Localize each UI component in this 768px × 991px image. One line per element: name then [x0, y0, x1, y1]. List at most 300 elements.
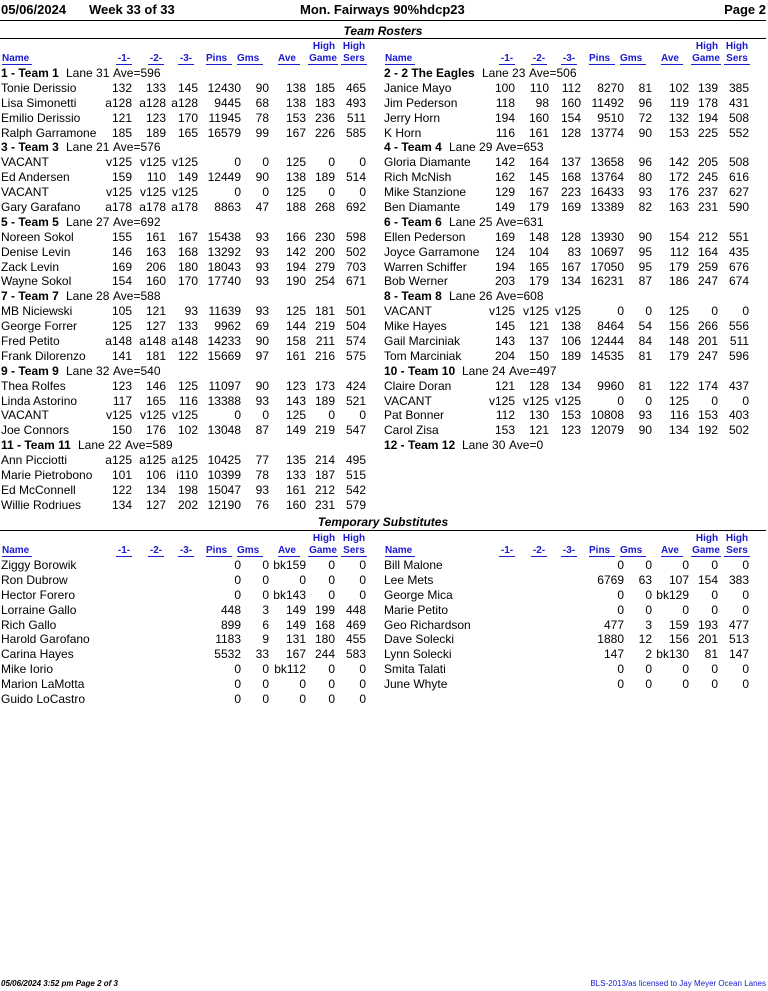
- bowler-gms: 72: [638, 110, 652, 125]
- bowler-name: Lee Mets: [384, 572, 434, 587]
- bowler-gms: 95: [638, 244, 652, 259]
- bowler-hg: 244: [314, 647, 335, 662]
- bowler-g2: v125: [139, 185, 166, 200]
- team-lane: Lane 22: [78, 438, 122, 453]
- team-title: 5 - Team 5: [1, 214, 59, 229]
- col-high-game-header: Game: [309, 53, 337, 64]
- bowler-pins: 0: [234, 408, 241, 423]
- bowler-g3: 83: [567, 244, 581, 259]
- bowler-row: [0, 96, 382, 111]
- bowler-ave: 125: [668, 304, 689, 319]
- col-game1-header: -1-: [117, 545, 131, 556]
- bowler-hg: 178: [697, 95, 718, 110]
- bowler-gms: 69: [255, 319, 269, 334]
- bowler-g1: 121: [494, 378, 515, 393]
- bowler-hs: 0: [742, 393, 749, 408]
- bowler-ave: 131: [285, 632, 306, 647]
- bowler-g3: 198: [177, 482, 198, 497]
- bowler-hg: 205: [697, 155, 718, 170]
- bowler-name: VACANT: [1, 155, 49, 170]
- bowler-ave: 166: [285, 229, 306, 244]
- bowler-pins: 11492: [591, 95, 624, 110]
- bowler-g1: 154: [111, 274, 132, 289]
- bowler-g2: 133: [145, 80, 166, 95]
- bowler-pins: 5532: [214, 647, 241, 662]
- bowler-ave: 161: [285, 348, 306, 363]
- bowler-gms: 90: [638, 229, 652, 244]
- bowler-g1: a178: [105, 200, 132, 215]
- subs-left-column: [0, 532, 382, 707]
- bowler-pins: 10697: [590, 244, 624, 259]
- bowler-pins: 147: [603, 647, 624, 662]
- bowler-hg: 230: [314, 229, 335, 244]
- bowler-hg: 231: [314, 497, 335, 512]
- bowler-ave: 0: [682, 662, 689, 677]
- bowler-hs: 469: [345, 617, 366, 632]
- bowler-hg: 245: [697, 170, 718, 185]
- bowler-g2: v125: [522, 304, 549, 319]
- bowler-row: [383, 185, 765, 200]
- bowler-gms: 81: [638, 378, 652, 393]
- bowler-ave: 112: [669, 244, 689, 259]
- bowler-pins: 15047: [207, 482, 241, 497]
- bowler-name: VACANT: [384, 393, 432, 408]
- bowler-g1: 204: [494, 348, 515, 363]
- bowler-hs: 551: [728, 229, 749, 244]
- bowler-gms: 96: [638, 155, 652, 170]
- bowler-g2: 106: [145, 468, 166, 483]
- column-header: [383, 40, 765, 66]
- bowler-row: [0, 423, 382, 438]
- bowler-gms: 0: [262, 587, 269, 602]
- bowler-name: Pat Bonner: [384, 408, 445, 423]
- bowler-g3: 93: [184, 304, 198, 319]
- bowler-row: [0, 632, 382, 647]
- team-header: [0, 66, 382, 81]
- bowler-g3: 202: [177, 497, 198, 512]
- bowler-hs: 383: [728, 572, 749, 587]
- bowler-hg: 236: [314, 110, 335, 125]
- team-header: [383, 438, 765, 453]
- bowler-row: [0, 170, 382, 185]
- bowler-gms: 90: [638, 423, 652, 438]
- bowler-hg: 173: [314, 378, 335, 393]
- bowler-g3: v125: [554, 393, 581, 408]
- bowler-hs: 0: [742, 304, 749, 319]
- bowler-g2: 206: [145, 259, 166, 274]
- bowler-hs: 0: [359, 572, 366, 587]
- team-header: [383, 140, 765, 155]
- bowler-hs: 542: [345, 482, 366, 497]
- col-high-game-top: High: [312, 41, 336, 52]
- bowler-g2: a148: [139, 334, 166, 349]
- bowler-gms: 93: [638, 408, 652, 423]
- col-game1-header: -1-: [117, 53, 131, 64]
- bowler-g3: 128: [560, 229, 581, 244]
- bowler-pins: 477: [603, 617, 624, 632]
- bowler-gms: 93: [255, 259, 269, 274]
- bowler-hs: 502: [728, 423, 749, 438]
- bowler-g3: 134: [560, 274, 581, 289]
- bowler-ave: bk129: [656, 587, 689, 602]
- bowler-ave: 107: [668, 572, 689, 587]
- bowler-ave: 156: [668, 319, 689, 334]
- bowler-gms: 78: [255, 110, 269, 125]
- bowler-pins: 0: [617, 558, 624, 572]
- bowler-pins: 1183: [215, 632, 241, 647]
- bowler-g3: 128: [560, 125, 581, 140]
- bowler-g3: v125: [171, 155, 198, 170]
- bowler-hs: 431: [728, 95, 749, 110]
- bowler-hs: 0: [742, 558, 749, 572]
- col-name-header: Name: [2, 53, 32, 65]
- bowler-g1: 146: [111, 244, 132, 259]
- page-number: Page 2: [724, 2, 766, 17]
- bowler-row: [0, 603, 382, 618]
- bowler-g3: 165: [177, 125, 198, 140]
- bowler-hs: 511: [729, 334, 749, 349]
- bowler-g3: 167: [560, 259, 581, 274]
- bowler-pins: 0: [617, 393, 624, 408]
- bowler-ave: 154: [668, 229, 689, 244]
- bowler-name: Tom Marciniak: [384, 348, 462, 363]
- bowler-hg: 259: [697, 259, 718, 274]
- bowler-name: Mike Iorio: [1, 662, 54, 677]
- bowler-name: Ron Dubrow: [1, 572, 68, 587]
- team-title: 4 - Team 4: [384, 140, 442, 155]
- bowler-hs: 0: [359, 692, 366, 707]
- bowler-hg: 214: [314, 453, 335, 468]
- bowler-g3: a178: [171, 200, 198, 215]
- team-title: 8 - Team 8: [384, 289, 442, 304]
- bowler-hs: 504: [345, 319, 366, 334]
- bowler-hg: 193: [697, 617, 718, 632]
- bowler-row: [0, 319, 382, 334]
- bowler-ave: 161: [285, 482, 306, 497]
- col-high-game-header: Game: [692, 53, 720, 64]
- bowler-ave: 159: [668, 617, 689, 632]
- bowler-gms: 93: [255, 229, 269, 244]
- bowler-g1: 134: [111, 497, 132, 512]
- bowler-row: [383, 349, 765, 364]
- bowler-gms: 76: [255, 497, 269, 512]
- bowler-hs: 0: [359, 662, 366, 677]
- bowler-ave: 138: [285, 80, 306, 95]
- bowler-g2: 127: [145, 497, 166, 512]
- bowler-hs: 0: [742, 602, 749, 617]
- team-title: 1 - Team 1: [1, 66, 59, 80]
- bowler-row: [383, 304, 765, 319]
- bowler-name: Bob Werner: [384, 274, 448, 289]
- bowler-pins: 13930: [590, 229, 624, 244]
- bowler-g2: 163: [145, 244, 166, 259]
- bowler-hg: 0: [711, 587, 718, 602]
- bowler-hg: 81: [704, 647, 718, 662]
- bowler-hg: 0: [328, 692, 335, 707]
- bowler-hs: 501: [345, 304, 366, 319]
- report-date: 05/06/2024: [1, 2, 67, 17]
- bowler-hg: 266: [697, 319, 718, 334]
- team-average: Ave=0: [509, 438, 544, 453]
- bowler-row: [383, 573, 765, 588]
- bowler-g3: 170: [177, 274, 198, 289]
- subs-rule: [0, 530, 766, 531]
- team-lane: Lane 31: [66, 66, 110, 80]
- bowler-ave: 102: [668, 80, 689, 95]
- team-average: Ave=589: [125, 438, 173, 453]
- bowler-ave: 160: [285, 497, 306, 512]
- bowler-row: [0, 453, 382, 468]
- bowler-g1: 203: [494, 274, 515, 289]
- col-ave-header: Ave: [278, 53, 300, 65]
- bowler-gms: 0: [645, 558, 652, 572]
- bowler-g2: 160: [145, 274, 166, 289]
- bowler-g2: 161: [528, 125, 549, 140]
- bowler-g1: v125: [105, 185, 132, 200]
- bowler-row: [0, 677, 382, 692]
- bowler-row: [383, 260, 765, 275]
- bowler-g3: 167: [177, 229, 198, 244]
- bowler-pins: 0: [234, 692, 241, 707]
- col-high-sers-top: High: [342, 41, 366, 52]
- bowler-name: Joyce Garramone: [384, 244, 480, 259]
- bowler-gms: 68: [255, 95, 269, 110]
- bowler-g2: 150: [528, 348, 549, 363]
- bowler-g2: a125: [139, 453, 166, 468]
- bowler-name: Fred Petito: [1, 334, 60, 349]
- bowler-pins: 0: [617, 662, 624, 677]
- column-header: [0, 40, 382, 66]
- col-gms-header: Gms: [620, 545, 646, 557]
- bowler-pins: 17740: [207, 274, 241, 289]
- bowler-hg: 219: [314, 319, 335, 334]
- bowler-row: [0, 573, 382, 588]
- bowler-hg: 0: [328, 185, 335, 200]
- bowler-hg: 0: [328, 677, 335, 692]
- bowler-ave: 119: [669, 95, 689, 110]
- bowler-g3: 116: [178, 393, 198, 408]
- bowler-gms: 99: [255, 125, 269, 140]
- col-ave-header: Ave: [661, 53, 683, 65]
- bowler-ave: 116: [669, 408, 689, 423]
- bowler-row: [383, 632, 765, 647]
- bowler-ave: 186: [668, 274, 689, 289]
- col-gms-header: Gms: [237, 545, 263, 557]
- bowler-g2: 104: [528, 244, 549, 259]
- bowler-pins: 15669: [207, 348, 241, 363]
- bowler-row: [0, 185, 382, 200]
- rosters-right-column: [383, 40, 765, 453]
- bowler-ave: 125: [285, 304, 306, 319]
- bowler-g1: a125: [105, 453, 132, 468]
- bowler-hs: 0: [359, 185, 366, 200]
- bowler-row: [0, 126, 382, 141]
- bowler-pins: 8270: [597, 80, 624, 95]
- bowler-hg: 225: [697, 125, 718, 140]
- team-header: [0, 215, 382, 230]
- bowler-name: Mike Hayes: [384, 319, 447, 334]
- team-title: 11 - Team 11: [1, 438, 71, 453]
- bowler-g1: 162: [494, 170, 515, 185]
- bowler-hs: 0: [359, 558, 366, 572]
- bowler-hs: 515: [345, 468, 366, 483]
- team-average: Ave=588: [113, 289, 161, 304]
- bowler-hg: 154: [697, 572, 718, 587]
- bowler-pins: 13292: [207, 244, 241, 259]
- bowler-pins: 11639: [208, 304, 241, 319]
- bowler-row: [383, 677, 765, 692]
- bowler-ave: 0: [299, 677, 306, 692]
- col-game1-header: -1-: [500, 545, 514, 556]
- team-header: [0, 140, 382, 155]
- bowler-gms: 12: [638, 632, 652, 647]
- bowler-ave: 132: [668, 110, 689, 125]
- bowler-hg: 139: [697, 80, 718, 95]
- bowler-gms: 90: [255, 334, 269, 349]
- bowler-g2: 167: [528, 185, 549, 200]
- bowler-hs: 583: [345, 647, 366, 662]
- bowler-row: [0, 274, 382, 289]
- bowler-hg: 180: [314, 632, 335, 647]
- bowler-ave: 149: [285, 602, 306, 617]
- bowler-row: [0, 200, 382, 215]
- team-header: [0, 438, 382, 453]
- bowler-g2: 110: [529, 80, 549, 95]
- bowler-g2: 161: [145, 229, 166, 244]
- col-high-sers-header: Sers: [341, 53, 367, 65]
- bowler-row: [0, 230, 382, 245]
- bowler-ave: 172: [668, 170, 689, 185]
- bowler-hg: 0: [328, 155, 335, 170]
- bowler-g1: 145: [494, 319, 515, 334]
- bowler-hg: 194: [697, 110, 718, 125]
- bowler-row: [0, 588, 382, 603]
- team-lane: Lane 29: [449, 140, 493, 155]
- col-ave-header: Ave: [661, 545, 683, 557]
- bowler-hg: 0: [711, 677, 718, 692]
- team-lane: Lane 30: [462, 438, 506, 453]
- bowler-pins: 448: [220, 602, 241, 617]
- team-lane: Lane 25: [449, 214, 493, 229]
- bowler-row: [0, 349, 382, 364]
- bowler-hs: 435: [728, 244, 749, 259]
- bowler-g2: v125: [522, 393, 549, 408]
- bowler-hg: 279: [314, 259, 335, 274]
- bowler-hs: 0: [359, 677, 366, 692]
- bowler-hs: 579: [345, 497, 366, 512]
- bowler-gms: 93: [255, 393, 269, 408]
- header-rule: [0, 20, 766, 21]
- bowler-ave: 122: [668, 378, 689, 393]
- bowler-name: Linda Astorino: [1, 393, 78, 408]
- bowler-g3: 180: [177, 259, 198, 274]
- bowler-gms: 0: [645, 393, 652, 408]
- bowler-name: Ziggy Borowik: [1, 558, 77, 572]
- team-lane: Lane 26: [449, 289, 493, 304]
- bowler-pins: 17050: [590, 259, 624, 274]
- bowler-gms: 0: [645, 304, 652, 319]
- col-pins-header: Pins: [206, 53, 232, 65]
- bowler-gms: 93: [255, 304, 269, 319]
- bowler-pins: 16433: [590, 185, 624, 200]
- bowler-name: Ben Diamante: [384, 200, 461, 215]
- bowler-hs: 403: [728, 408, 749, 423]
- bowler-name: Zack Levin: [1, 259, 60, 274]
- bowler-pins: 16579: [207, 125, 241, 140]
- bowler-g2: 165: [528, 259, 549, 274]
- bowler-hg: 0: [328, 587, 335, 602]
- bowler-g2: 137: [528, 334, 549, 349]
- bowler-hs: 616: [728, 170, 749, 185]
- rosters-section-title: Team Rosters: [343, 24, 423, 38]
- bowler-name: Ralph Garramone: [1, 125, 97, 140]
- bowler-g1: 100: [494, 80, 515, 95]
- col-high-sers-top: High: [725, 41, 749, 52]
- bowler-row: [383, 647, 765, 662]
- team-title: 12 - Team 12: [384, 438, 456, 453]
- bowler-ave: 125: [668, 393, 689, 408]
- bowler-row: [0, 334, 382, 349]
- bowler-gms: 0: [262, 155, 269, 170]
- bowler-pins: 10808: [590, 408, 624, 423]
- bowler-hg: 183: [314, 95, 335, 110]
- bowler-name: Wayne Sokol: [1, 274, 72, 289]
- bowler-name: VACANT: [1, 408, 49, 423]
- bowler-ave: bk112: [274, 662, 306, 677]
- bowler-g2: 179: [528, 274, 549, 289]
- bowler-ave: 125: [285, 155, 306, 170]
- bowler-pins: 10425: [207, 453, 241, 468]
- bowler-g3: 138: [560, 319, 581, 334]
- bowler-gms: 90: [255, 170, 269, 185]
- bowler-ave: 179: [668, 259, 689, 274]
- bowler-ave: 125: [285, 408, 306, 423]
- bowler-hs: 511: [346, 110, 366, 125]
- bowler-name: George Mica: [384, 587, 453, 602]
- bowler-pins: 0: [234, 185, 241, 200]
- bowler-hg: 268: [314, 200, 335, 215]
- bowler-ave: 153: [668, 125, 689, 140]
- bowler-g2: 123: [145, 110, 166, 125]
- bowler-hs: 0: [359, 408, 366, 423]
- bowler-row: [383, 200, 765, 215]
- bowler-hg: 199: [314, 602, 335, 617]
- bowler-name: Janice Mayo: [384, 80, 452, 95]
- bowler-hs: 495: [345, 453, 366, 468]
- bowler-name: Marie Pietrobono: [1, 468, 93, 483]
- bowler-row: [383, 170, 765, 185]
- bowler-row: [0, 618, 382, 633]
- team-lane: Lane 24: [462, 363, 506, 378]
- bowler-g3: v125: [171, 185, 198, 200]
- team-lane: Lane 23: [482, 66, 526, 80]
- footer-timestamp: 05/06/2024 3:52 pm Page 2 of 3: [1, 979, 118, 988]
- bowler-row: [383, 408, 765, 423]
- bowler-gms: 90: [255, 378, 269, 393]
- bowler-g3: v125: [554, 304, 581, 319]
- bowler-hg: 0: [328, 662, 335, 677]
- bowler-g1: 141: [111, 348, 132, 363]
- bowler-row: [0, 498, 382, 513]
- bowler-name: VACANT: [1, 185, 49, 200]
- bowler-row: [383, 319, 765, 334]
- bowler-gms: 0: [645, 662, 652, 677]
- bowler-hg: 168: [314, 617, 335, 632]
- col-high-sers-header: Sers: [724, 545, 750, 557]
- bowler-pins: 0: [234, 662, 241, 677]
- bowler-gms: 90: [255, 80, 269, 95]
- col-name-header: Name: [385, 545, 415, 557]
